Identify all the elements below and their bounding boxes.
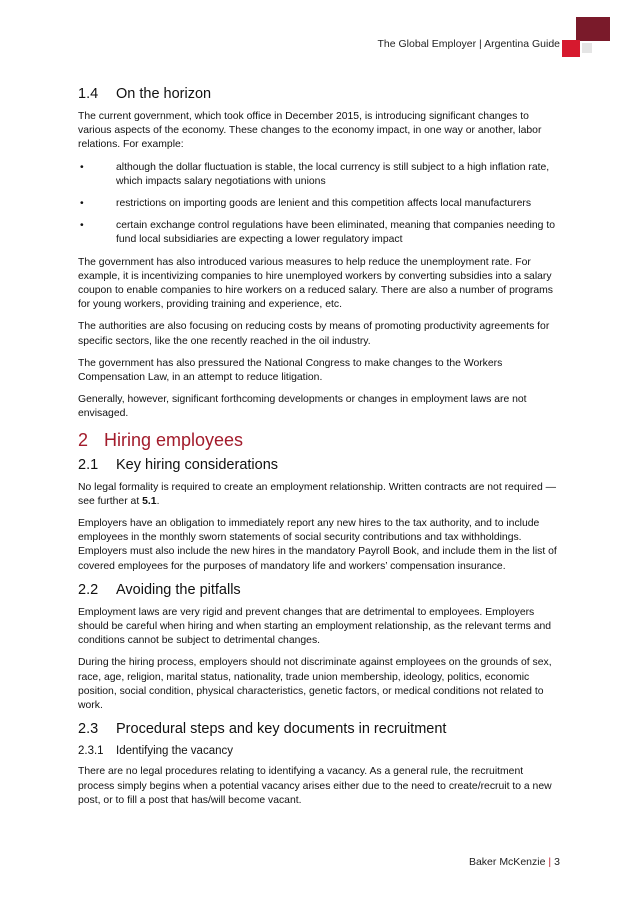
footer-separator: | [548, 856, 552, 868]
bullet-list [78, 161, 562, 248]
section-2-3-heading [78, 721, 562, 737]
section-2-1-heading [78, 457, 562, 473]
page-footer [469, 856, 560, 868]
page-content [78, 86, 562, 816]
paragraph: During the hiring process, employers should not discriminate against employees on the grounds of sex, race, age, religion, marital status, nationality, trade union membership, ideology, politics, economic position, social condition, physical characteristics, genetic factors, or medical conditions not related to work. [78, 657, 552, 712]
section-1-4-heading [78, 86, 562, 102]
section-number: 2 [78, 429, 89, 450]
paragraph: Employers have an obligation to immediately report any new hires to the tax authority, and to include employees in the monthly sworn statements of social security contributions and tax withholdings. Employers must also include the new hires in the mandatory Payroll Book, and include them in the list of covered employees for the purposes of mandatory life and workers’ compensation insurance. [78, 518, 557, 572]
header-title: The Global Employer | Argentina Guide [377, 38, 560, 50]
bullet-icon: • [80, 198, 84, 210]
paragraph: The government has also pressured the National Congress to make changes to the Workers Compensation Law, in an attempt to reduce litigation. [78, 357, 503, 384]
list-item: • certain exchange control regulations have been eliminated, meaning that companies needing to fund local subsidiaries are expecting a lower regulatory impact [80, 220, 556, 246]
section-number: 2.1 [78, 456, 99, 473]
paragraph: The authorities are also focusing on reducing costs by means of promoting productivity agreements for specific sectors, like the one recently reached in the oil industry. [78, 321, 550, 347]
cross-reference: 5.1 [142, 495, 157, 507]
section-2-2-heading [78, 582, 562, 598]
paragraph: The government has also introduced various measures to help reduce the unemployment rate. For example, it is incentivizing companies to hire unemployed workers by converting subsidies into a salary coupon to enable companies to hire workers on a reduced salary. There are also a number of programs for young workers, providing training and experience, etc. [78, 256, 553, 311]
paragraph: There are no legal procedures relating to identifying a vacancy. As a general rule, the recruitment process simply begins when a potential vacancy arises either due to the need to create/recruit to a new post, or to fill a post that has/will become vacant. [78, 766, 552, 806]
section-2-3-1-heading [78, 745, 562, 757]
bullet-icon: • [80, 161, 84, 173]
baker-mckenzie-logo [562, 17, 610, 57]
section-2-heading [78, 430, 562, 451]
section-title: Key hiring considerations [116, 456, 279, 473]
section-number: 2.2 [78, 581, 99, 598]
section-title: Procedural steps and key documents in recruitment [116, 721, 447, 738]
bullet-icon: • [80, 220, 84, 232]
paragraph: The current government, which took office in December 2015, is introducing significant changes to various aspects of the economy. These changes to the economy impact, in one way or another, labor relations. For example: [78, 111, 542, 151]
section-number: 2.3.1 [78, 745, 104, 758]
footer-brand: Baker McKenzie [468, 856, 546, 868]
list-item: • although the dollar fluctuation is stable, the local currency is still subject to a high inflation rate, which impacts salary negotiations with unions [80, 161, 550, 187]
section-title: Hiring employees [104, 429, 244, 450]
paragraph: Generally, however, significant forthcoming developments or changes in employment laws are not envisaged. [78, 394, 527, 420]
list-item: • restrictions on importing goods are lenient and this competition affects local manufacturers [78, 197, 562, 211]
page-number: 3 [554, 856, 560, 868]
section-title: On the horizon [116, 86, 212, 102]
paragraph: No legal formality is required to create an employment relationship. Written contracts are not required — see further at 5.1. [78, 481, 556, 507]
section-number: 1.4 [78, 86, 99, 102]
paragraph: Employment laws are very rigid and prevent changes that are detrimental to employees. Employers should be careful when hiring and when starting an employment relationship, as the relevant terms and conditions cannot be subject to detrimental changes. [78, 606, 552, 647]
section-title: Avoiding the pitfalls [116, 581, 241, 598]
section-number: 2.3 [78, 721, 99, 738]
section-title: Identifying the vacancy [116, 745, 233, 758]
